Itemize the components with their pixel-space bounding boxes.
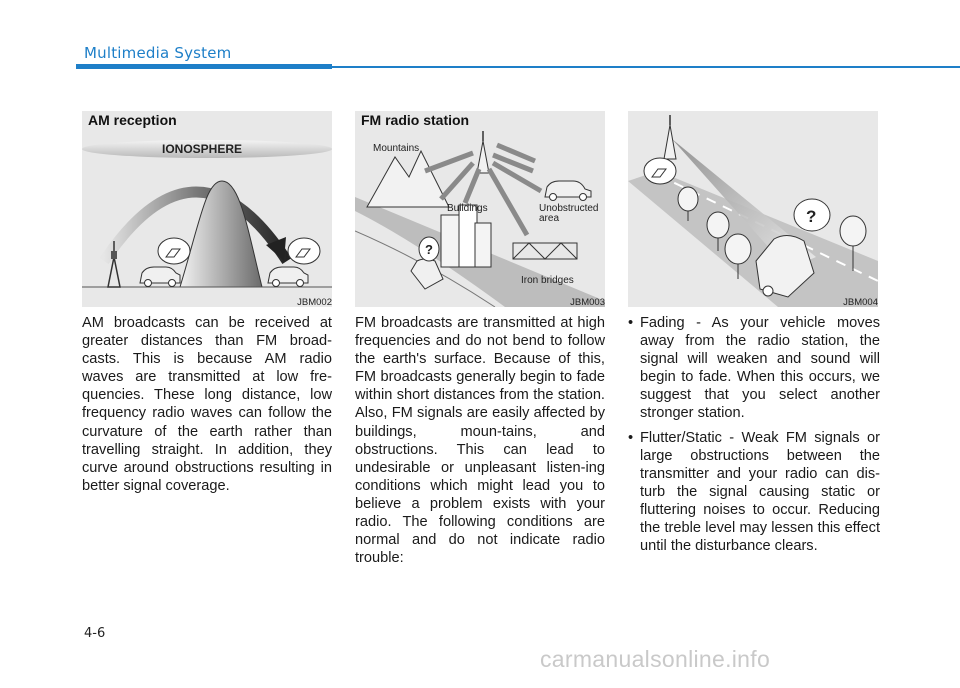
figure-fm-radio-station <box>355 111 605 307</box>
figure-code: JBM003 <box>570 297 605 308</box>
fm-paragraph: FM broadcasts are transmitted at high frequencies and do not bend to follow the earth's surface. Because of this, FM broadcasts generally begin to fade within short distances from the station. Also, FM signals are easily affected by buildings, moun-tains, and obstructions. This can lead to undesirable or unpleasant listen-ing conditions which might lead you to believe a problem exists with your radio. The following conditions are normal and do not indicate radio trouble: <box>355 315 605 567</box>
figure-fading <box>628 111 878 307</box>
figure-am-reception <box>82 111 332 307</box>
music-bubble-icon <box>644 158 676 184</box>
svg-text:?: ? <box>425 242 433 257</box>
header-rule-thick <box>76 64 332 69</box>
am-paragraph: AM broadcasts can be received at greater distances than FM broad-casts. This is because AM radio waves are transmitted at low fre-quencies. These long distance, low frequency radio waves can follow the curvature of the earth rather than travelling straight. In addition, they curve around obstructions resulting in better signal coverage. <box>82 315 332 494</box>
figure-title: FM radio station <box>361 112 470 128</box>
iron-bridges-label: Iron bridges <box>521 275 574 286</box>
car-icon <box>140 267 180 287</box>
music-bubble-icon <box>288 238 320 264</box>
page-number: 4-6 <box>84 626 106 641</box>
radio-tower-icon <box>664 115 676 159</box>
buildings-shape <box>441 205 491 267</box>
car-icon <box>411 259 443 289</box>
bullet-fading: • Fading - As your vehicle moves away from the radio station, the signal will weaken and sound will begin to fade. When this occurs, we suggest that you select another stronger station. <box>628 314 880 423</box>
bullet-flutter-static: • Flutter/Static - Weak FM signals or large obstructions between the transmitter and your radio can dis-turb the signal causing static or fluttering noises to occur. Reducing the treble level may lessen this effect until the disturbance clears. <box>628 429 880 556</box>
bullet-list <box>628 314 880 561</box>
mountains-label: Mountains <box>373 143 420 154</box>
watermark-text: carmanualsonline.info <box>540 646 771 672</box>
mountains-shape <box>367 151 449 207</box>
radio-tower-icon <box>477 131 489 173</box>
question-bubble-icon <box>794 199 830 231</box>
buildings-label: Buildings <box>447 203 488 214</box>
fading-illustration <box>628 111 878 307</box>
car-icon <box>545 181 591 201</box>
header-rule-thin <box>332 66 960 68</box>
question-bubble-icon <box>419 237 439 261</box>
figure-code: JBM004 <box>843 297 878 308</box>
unobstructed-label-2: area <box>539 213 560 224</box>
am-reception-illustration <box>82 111 332 307</box>
unobstructed-label: Unobstructed <box>539 203 599 214</box>
figure-code: JBM002 <box>297 297 332 308</box>
ionosphere-label: IONOSPHERE <box>162 142 243 156</box>
figure-title: AM reception <box>88 112 177 128</box>
fm-station-illustration <box>355 111 605 307</box>
music-bubble-icon <box>158 238 190 264</box>
iron-bridge-shape <box>513 243 577 259</box>
svg-text:?: ? <box>806 207 817 226</box>
road <box>628 171 878 307</box>
section-title: Multimedia System <box>84 44 232 62</box>
car-icon <box>268 267 308 287</box>
